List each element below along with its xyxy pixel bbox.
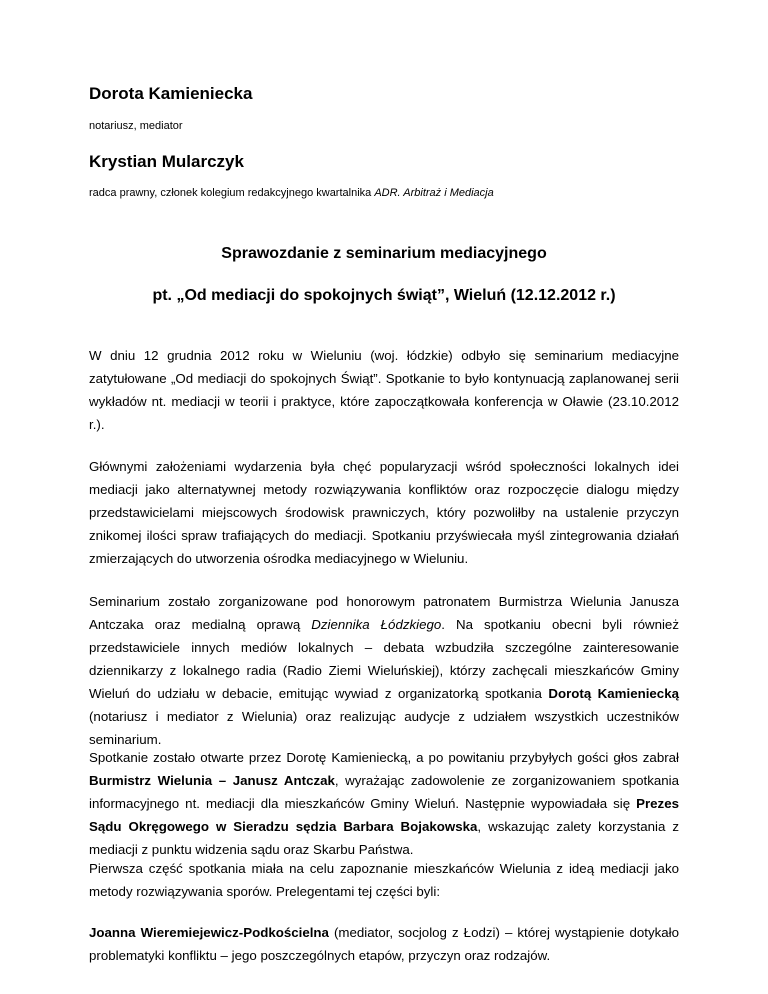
paragraph-1: W dniu 12 grudnia 2012 roku w Wieluniu (woj. łódzkie) odbyło się seminarium mediacyjne zatytułowane „Od mediacji do spokojnych Świąt”. Spotkanie to było kontynuacją zaplanowanej serii wykładów nt. mediacji w teorii i praktyce, które zapoczątkowała konferencja w Oławie (23.10.2012 r.). bbox=[89, 348, 679, 432]
mayor-name: Burmistrz Wielunia – Janusz Antczak bbox=[89, 773, 335, 788]
p3-text-a: Seminarium zostało zorganizowane pod honorowym patronatem Burmistrza Wielunia Janusza Antczaka oraz medialną oprawą bbox=[89, 594, 679, 632]
newspaper-name: Dziennika Łódzkiego bbox=[311, 617, 442, 632]
p3-text-c: . Na spotkaniu obecni byli również przedstawiciele innych mediów lokalnych – debata wzbudziła szczególne zainteresowanie dziennikarzy z lokalnego radia (Radio Ziemi Wieluńskiej), którzy zachęcali mieszkańców Gminy Wieluń do udziału w debacie, emitując wywiad z organizatorką spotkania bbox=[89, 617, 679, 701]
report-subtitle: pt. „Od mediacji do spokojnych świąt”, Wieluń (12.12.2012 r.) bbox=[152, 287, 616, 304]
p4-text-c: , wyrażając zadowolenie ze zorganizowaniem spotkania informacyjnego nt. mediacji dla mieszkańców Gminy Wieluń. Następnie wypowiadała się bbox=[89, 773, 679, 811]
author-role-1: notariusz, mediator bbox=[89, 120, 183, 132]
p6-text-b: (mediator, socjolog z Łodzi) – której wystąpienie dotykało problematyki konfliktu – jego poszczególnych etapów, przyczyn oraz rodzajów. bbox=[89, 925, 679, 963]
report-title: Sprawozdanie z seminarium mediacyjnego bbox=[221, 245, 547, 262]
author-name-1: Dorota Kamieniecka bbox=[89, 84, 253, 103]
paragraph-2: Głównymi założeniami wydarzenia była chęć popularyzacji wśród społeczności lokalnych idei mediacji jako alternatywnej metody rozwiązywania konfliktów oraz rozpoczęcie dialogu między przedstawicielami miejscowych środowisk prawniczych, który pozwoliłby na ustalenie przyczyn znikomej ilości spraw trafiających do mediacji. Spotkaniu przyświecała myśl zintegrowania działań zmierzających do utworzenia ośrodka mediacyjnego w Wieluniu. bbox=[89, 459, 679, 566]
p3-text-e: (notariusz i mediator z Wielunia) oraz realizując audycje z udziałem wszystkich uczestników seminarium. bbox=[89, 709, 679, 747]
p4-text-a: Spotkanie zostało otwarte przez Dorotę Kamieniecką, a po powitaniu przybyłych gości głos zabrał bbox=[89, 750, 679, 765]
p4-text-e: , wskazując zalety korzystania z mediacji z punktu widzenia sądu oraz Skarbu Państwa. bbox=[89, 819, 679, 857]
paragraph-3 bbox=[89, 590, 679, 751]
paragraph-4 bbox=[89, 746, 679, 861]
author-name-2: Krystian Mularczyk bbox=[89, 152, 244, 171]
court-president-name: Prezes Sądu Okręgowego w Sieradzu sędzia Barbara Bojakowska bbox=[89, 796, 679, 834]
author-role-2-text: radca prawny, członek kolegium redakcyjnego kwartalnika bbox=[89, 187, 375, 199]
paragraph-5: Pierwsza część spotkania miała na celu zapoznanie mieszkańców Wielunia z ideą mediacji jako metody rozwiązywania sporów. Prelegentami tej części byli: bbox=[89, 861, 679, 899]
journal-title: ADR. Arbitraż i Mediacja bbox=[374, 187, 494, 199]
paragraph-6 bbox=[89, 921, 679, 967]
author-role-2 bbox=[89, 187, 494, 199]
organizer-name: Dorotą Kamieniecką bbox=[548, 686, 679, 701]
speaker-name: Joanna Wieremiejewicz-Podkościelna bbox=[89, 925, 329, 940]
